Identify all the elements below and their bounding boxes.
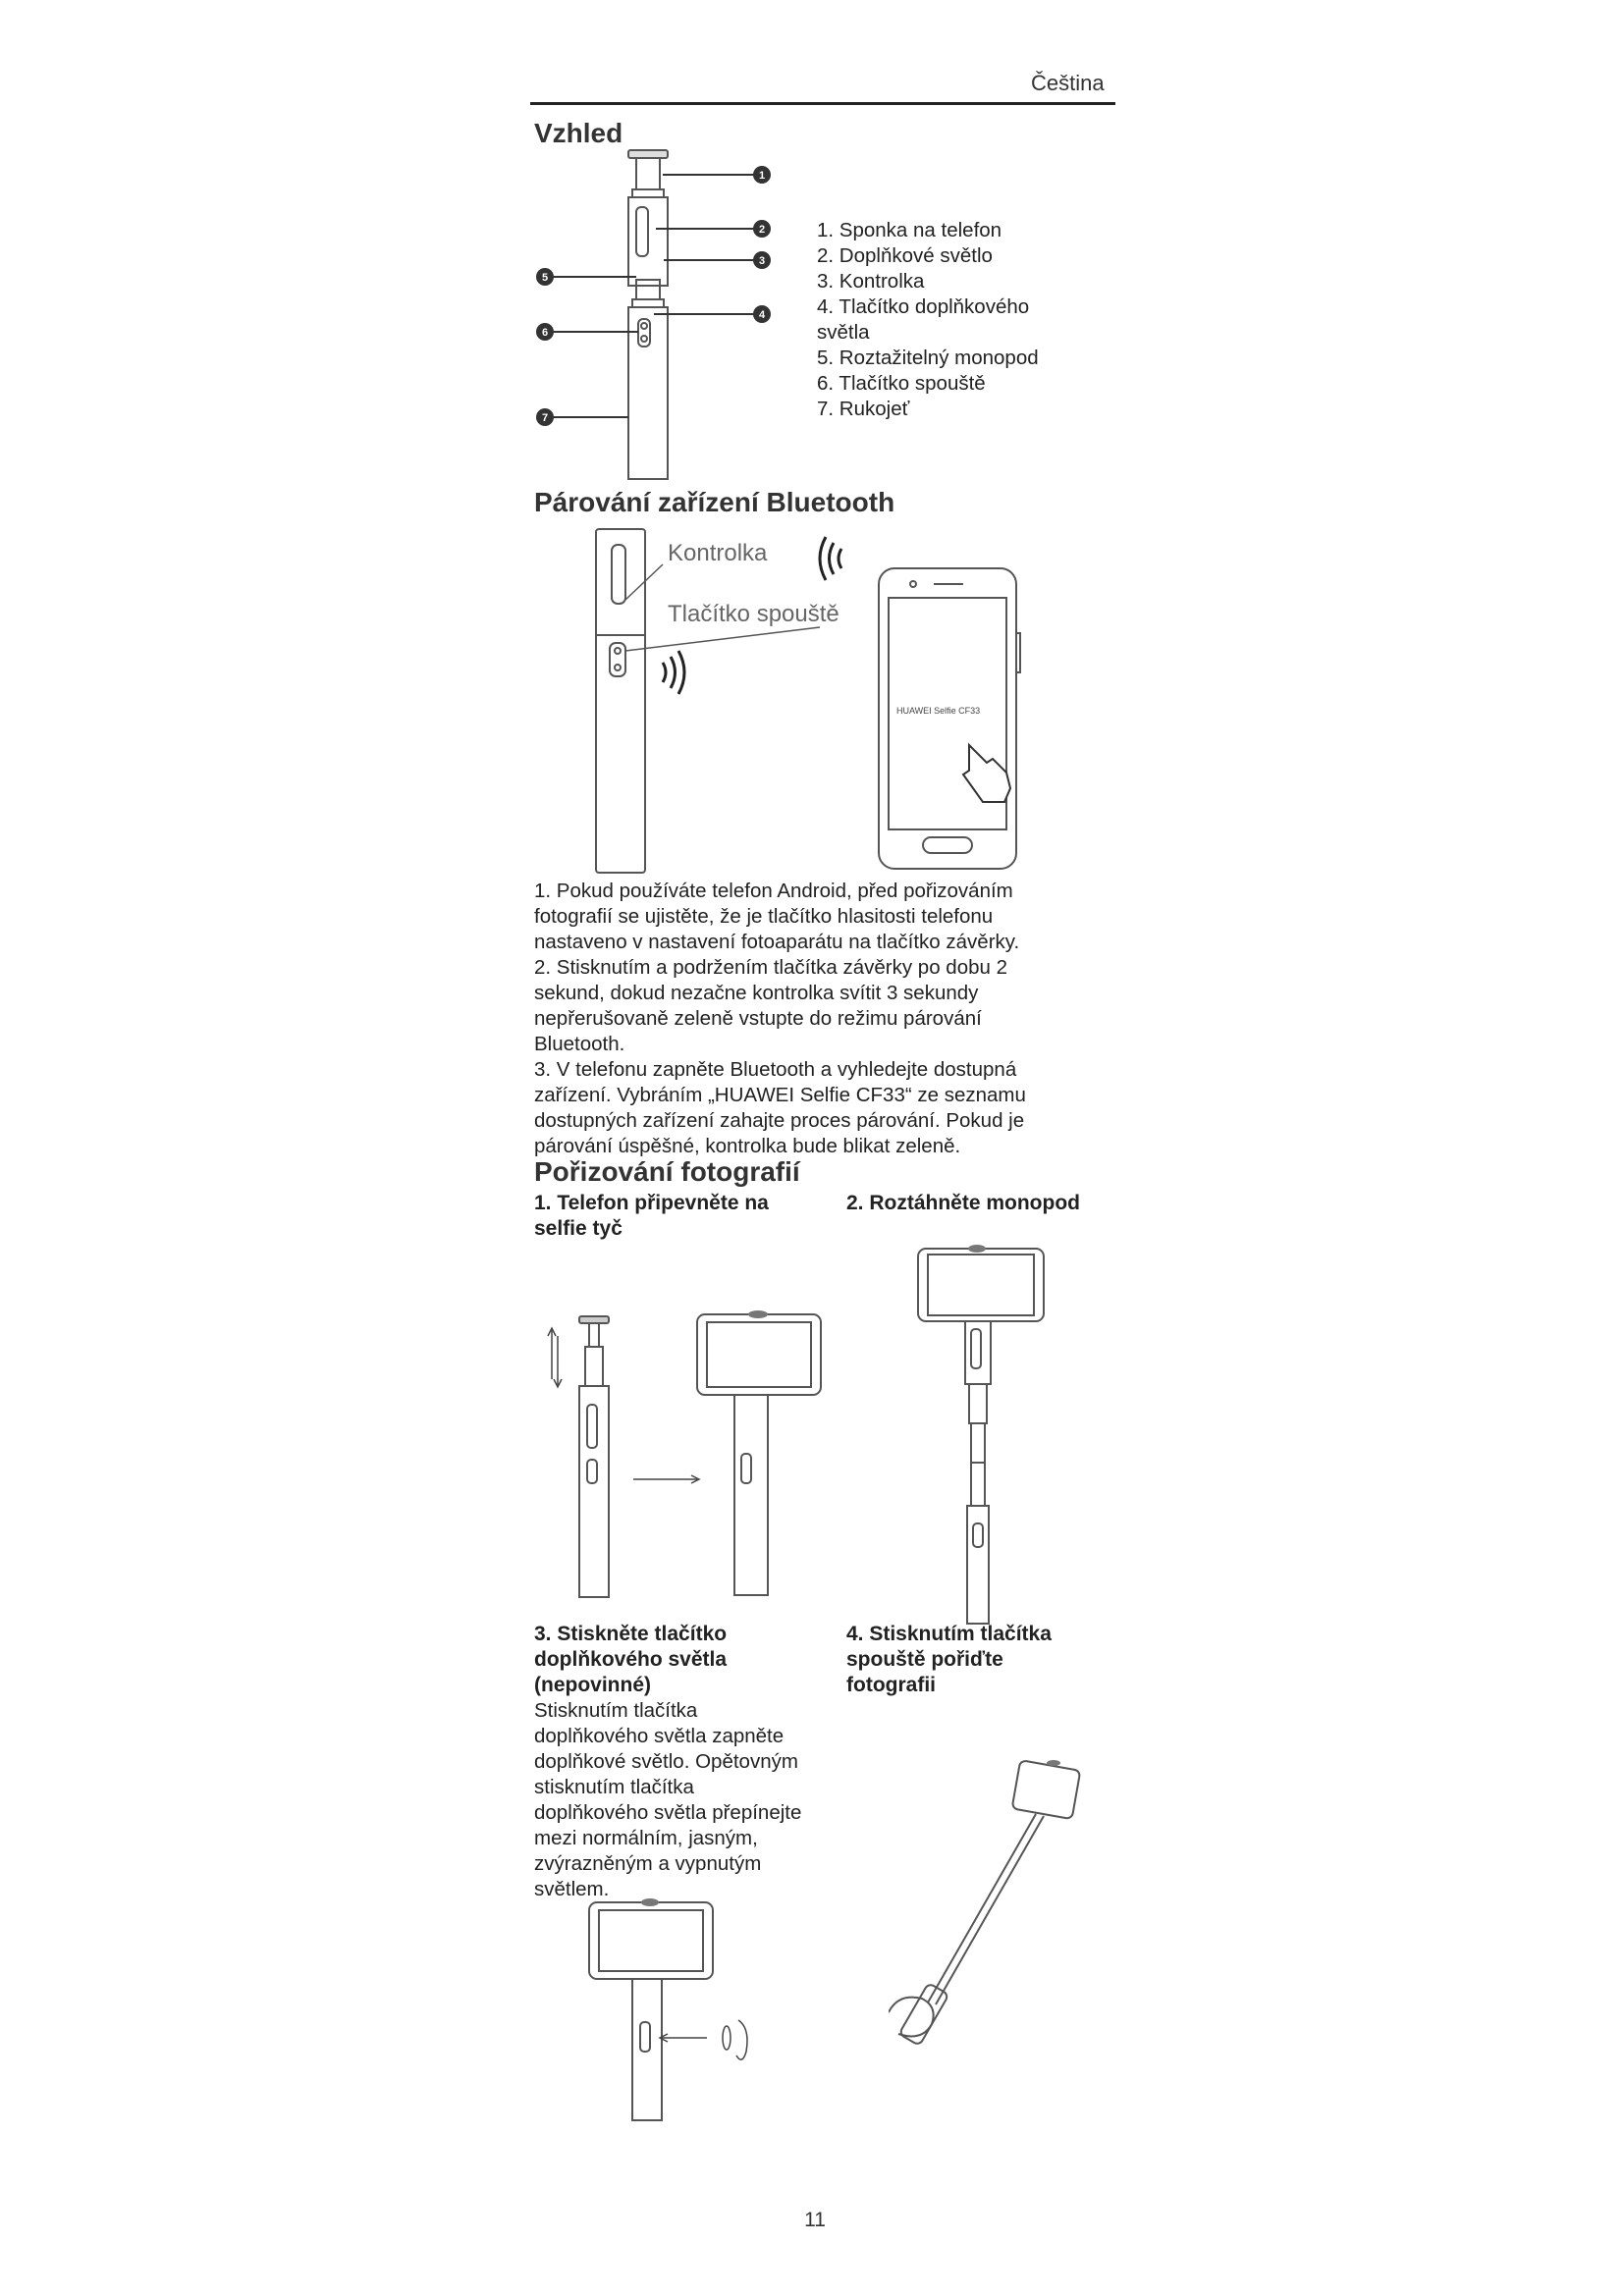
step3-title-line: doplňkového světla: [534, 1648, 728, 1671]
step3-title: [534, 1622, 727, 1698]
step3-text-line: stisknutím tlačítka: [534, 1776, 694, 1798]
indicator-label: Kontrolka: [668, 540, 768, 566]
step2-illustration: [898, 1239, 1056, 1631]
parts-item: 2. Doplňkové světlo: [817, 244, 993, 267]
pairing-illustration: [584, 525, 1056, 879]
step3-illustration: [579, 1895, 776, 2130]
pairing-line: párování úspěšné, kontrolka bude blikat zeleně.: [534, 1135, 961, 1157]
step4-title-line: spouště pořiďte: [846, 1648, 1003, 1671]
parts-item: světla: [817, 321, 870, 344]
step3-title-line: 3. Stiskněte tlačítko: [534, 1623, 728, 1645]
step4-title: [846, 1622, 1052, 1698]
step1-line: selfie tyč: [534, 1217, 623, 1240]
photos-title: Pořizování fotografií: [534, 1156, 800, 1187]
step4-title-line: 4. Stisknutím tlačítka: [846, 1623, 1052, 1645]
step3-text-line: doplňkové světlo. Opětovným: [534, 1750, 798, 1773]
callout-3: 3: [758, 255, 766, 267]
pairing-title: Párování zařízení Bluetooth: [534, 487, 895, 517]
step1-line: 1. Telefon připevněte na: [534, 1192, 769, 1214]
hand-tap-icon: [963, 745, 1010, 802]
language-label: Čeština: [1031, 71, 1105, 95]
parts-item: 7. Rukojeť: [817, 398, 910, 420]
step3-text-line: světlem.: [534, 1878, 610, 1900]
pairing-line: fotografií se ujistěte, že je tlačítko hlasitosti telefonu: [534, 905, 994, 928]
phone-device-name: HUAWEI Selfie CF33: [896, 706, 981, 716]
step1-title: [534, 1191, 769, 1242]
pairing-line: dostupných zařízení zahajte proces párování. Pokud je: [534, 1109, 1025, 1132]
pairing-line: sekund, dokud nezačne kontrolka svítit 3 sekundy: [534, 982, 979, 1004]
callout-4: 4: [758, 309, 766, 321]
step4-title-line: fotografii: [846, 1674, 936, 1696]
pairing-line: 1. Pokud používáte telefon Android, před pořizováním: [534, 880, 1013, 902]
step1-illustration: [540, 1310, 835, 1605]
page-number: 11: [804, 2209, 826, 2231]
step3-text-line: zvýrazněným a vypnutým: [534, 1852, 762, 1875]
step2-title: 2. Roztáhněte monopod: [846, 1192, 1080, 1214]
pairing-line: 3. V telefonu zapněte Bluetooth a vyhledejte dostupná: [534, 1058, 1017, 1081]
parts-item: 5. Roztažitelný monopod: [817, 347, 1039, 369]
header-rule: [530, 102, 1115, 105]
step3-text-line: doplňkového světla přepínejte: [534, 1801, 802, 1824]
pairing-line: Bluetooth.: [534, 1033, 625, 1055]
callout-2: 2: [758, 224, 766, 236]
parts-list: [817, 218, 1039, 422]
pairing-line: 2. Stisknutím a podržením tlačítka závěrky po dobu 2: [534, 956, 1007, 979]
appearance-title: Vzhled: [534, 118, 623, 148]
pairing-line: nepřerušovaně zeleně vstupte do režimu párování: [534, 1007, 982, 1030]
step3-text-line: doplňkového světla zapněte: [534, 1725, 785, 1747]
callout-6: 6: [541, 327, 549, 339]
pairing-line: nastaveno v nastavení fotoaparátu na tlačítko závěrky.: [534, 931, 1020, 953]
step3-text-line: Stisknutím tlačítka: [534, 1699, 698, 1722]
parts-item: 6. Tlačítko spouště: [817, 372, 986, 395]
pairing-instructions: [534, 879, 1084, 1159]
pairing-line: zařízení. Vybráním „HUAWEI Selfie CF33“ ze seznamu: [534, 1084, 1026, 1106]
stick-parts-illustration: [530, 142, 785, 496]
callout-1: 1: [758, 170, 766, 182]
parts-item: 4. Tlačítko doplňkového: [817, 295, 1030, 318]
step3-title-line: (nepovinné): [534, 1674, 651, 1696]
parts-item: 1. Sponka na telefon: [817, 219, 1002, 241]
shutter-label: Tlačítko spouště: [668, 601, 839, 627]
parts-item: 3. Kontrolka: [817, 270, 925, 293]
callout-5: 5: [541, 272, 549, 284]
callout-7: 7: [541, 412, 549, 424]
step3-description: [534, 1698, 829, 1902]
step3-text-line: mezi normálním, jasným,: [534, 1827, 758, 1849]
step4-illustration: [889, 1757, 1124, 2052]
